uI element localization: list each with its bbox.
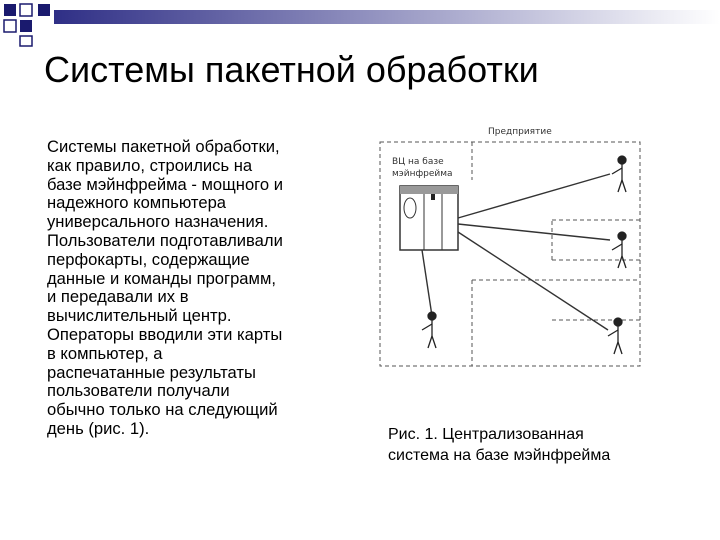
user-icon: [612, 156, 626, 192]
body-line: и передавали их в: [47, 287, 189, 307]
body-text: [47, 138, 347, 439]
decor-square-6: [20, 36, 32, 46]
caption-line-2: система на базе мэйнфрейма: [388, 447, 611, 464]
body-line: данные и команды программ,: [47, 268, 276, 288]
decor-square-1: [4, 4, 16, 16]
link-line: [422, 250, 432, 316]
vc-label-line1: ВЦ на базе: [392, 157, 444, 167]
link-line: [458, 224, 610, 240]
header-decoration: [0, 0, 720, 48]
body-line: как правило, строились на: [47, 155, 253, 175]
vc-label-line2: мэйнфрейма: [392, 169, 453, 179]
user-icon: [612, 232, 626, 268]
user-icon: [608, 318, 622, 354]
body-line: день (рис. 1).: [47, 418, 150, 438]
body-line: обычно только на следующий: [47, 400, 278, 420]
decor-square-2: [20, 4, 32, 16]
decor-square-4: [20, 20, 32, 32]
body-line: Системы пакетной обработки,: [47, 137, 280, 156]
body-line: в компьютер, а: [47, 343, 163, 363]
caption-line-1: Рис. 1. Централизованная: [388, 426, 584, 443]
body-line: надежного компьютера: [47, 193, 227, 213]
enterprise-label: Предприятие: [488, 127, 552, 137]
body-line: перфокарты, содержащие: [47, 249, 250, 269]
body-line: Операторы вводили эти карты: [47, 324, 283, 344]
figure-caption: [388, 424, 688, 466]
mainframe-icon: [400, 186, 458, 250]
decor-square-5: [38, 4, 50, 16]
mainframe-diagram: [372, 120, 662, 382]
body-line: пользователи получали: [47, 381, 230, 401]
page-title: Системы пакетной обработки: [44, 49, 539, 90]
decor-square-3: [4, 20, 16, 32]
body-line: базе мэйнфрейма - мощного и: [47, 174, 283, 194]
decor-gradient-bar: [54, 10, 720, 24]
body-line: Пользователи подготавливали: [47, 230, 283, 250]
link-line: [458, 232, 608, 330]
link-line: [458, 174, 610, 218]
body-line: вычислительный центр.: [47, 306, 232, 326]
user-icon: [422, 312, 436, 348]
body-line: распечатанные результаты: [47, 362, 256, 382]
body-line: универсального назначения.: [47, 212, 269, 232]
